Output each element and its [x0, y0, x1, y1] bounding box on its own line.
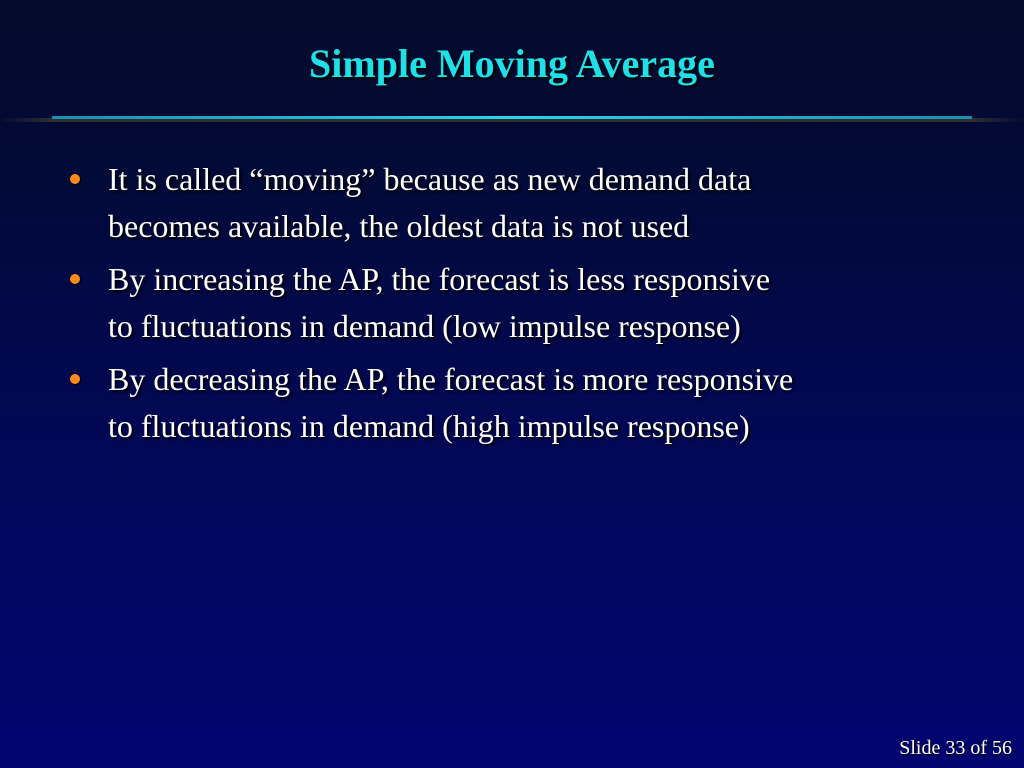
bullet-text-line: becomes available, the oldest data is not used — [108, 208, 690, 244]
bullet-text-line: to fluctuations in demand (high impulse response) — [108, 408, 750, 444]
bullet-dot-icon — [70, 274, 80, 284]
title-divider — [0, 116, 1024, 124]
bullet-item — [68, 356, 988, 450]
bullet-list — [68, 156, 988, 456]
bullet-text-line: By increasing the AP, the forecast is less responsive — [108, 261, 771, 297]
bullet-item — [68, 156, 988, 250]
bullet-text-line: By decreasing the AP, the forecast is more responsive — [108, 361, 794, 397]
bullet-dot-icon — [70, 374, 80, 384]
bullet-text-line: It is called “moving” because as new demand data — [108, 161, 752, 197]
slide-number: Slide 33 of 56 — [899, 737, 1012, 759]
bullet-dot-icon — [70, 174, 80, 184]
bullet-text-line: to fluctuations in demand (low impulse response) — [108, 308, 741, 344]
bullet-item — [68, 256, 988, 350]
divider-line — [52, 116, 972, 119]
slide-title: Simple Moving Average — [309, 41, 715, 86]
